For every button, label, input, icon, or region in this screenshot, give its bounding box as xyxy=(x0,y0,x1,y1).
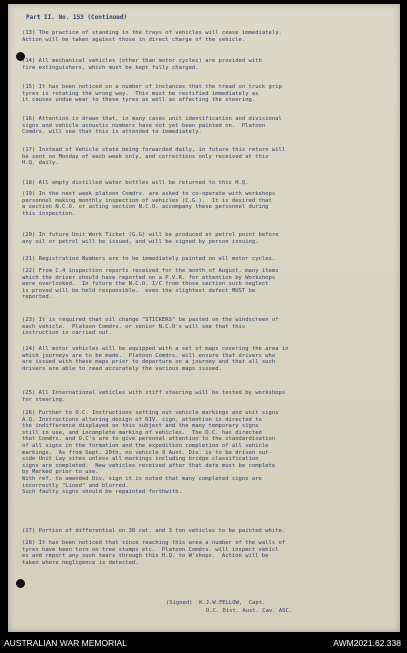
paragraph-text: All motor vehicles will be equipped with a set of maps covering the area in which journeys are to be made. Platoon Comdrs. will ensure that drivers who are issued with these maps prior to departure on a journey and that all such drivers are able to read accurately the various maps issued. xyxy=(22,346,289,372)
paragraph-text: Portion of differential on 30 cwt. and 3 ton vehicles to be painted white. xyxy=(38,528,286,534)
paragraph xyxy=(22,390,390,403)
paragraph-number: (17) xyxy=(22,147,36,153)
paragraph-number: (21) xyxy=(22,256,36,262)
paragraph xyxy=(22,540,390,566)
paragraph-number: (14) xyxy=(22,58,36,64)
paragraph xyxy=(22,116,390,136)
paragraph xyxy=(22,268,390,301)
paragraph xyxy=(22,30,390,43)
paragraph-number: (15) xyxy=(22,84,36,90)
paragraph xyxy=(22,410,390,496)
paragraph-number: (23) xyxy=(22,317,36,323)
archive-reference: AWM2021.62.338 xyxy=(333,638,401,648)
paragraph xyxy=(22,528,390,535)
paragraph xyxy=(22,232,390,245)
paragraph-text: All International vehicles with stiff steering will be tested by workshops for steering. xyxy=(22,390,286,403)
paragraph-number: (26) xyxy=(22,410,36,416)
paragraph-number: (25) xyxy=(22,390,36,396)
document-page xyxy=(8,4,400,632)
paragraph-number: (19) xyxy=(22,191,36,197)
paragraph xyxy=(22,180,390,187)
paragraph-text: In future Unit Work Ticket (G.G) will be produced at petrol point before any oil or petrol will be issued, and will be signed by person issuing. xyxy=(22,232,279,245)
paragraph-number: (16) xyxy=(22,116,36,122)
paragraph-number: (28) xyxy=(22,540,36,546)
signature-line-2: O.C. Dist. Aust. Cav. ASC. xyxy=(206,608,293,614)
paragraph-text: Attention is drawn that, in many cases unit identification and divisional signs and vehicle acoustic numbers have not yet been painted on. Platoon Comdrs. will see that this is attended to immediately. xyxy=(22,116,282,136)
paragraph-text: The practice of standing in the trays of vehicles will cease immediately. Action will be taken against those in direct charge of the vehicle. xyxy=(22,30,282,43)
paragraph-number: (22) xyxy=(22,268,36,274)
paragraph-text: It has been noticed on a number of instances that the tread on truck grip tyres is rotating the wrong way. This must be rectified immediately as it causes undue wear to these tyres as well as affecting the steering. xyxy=(22,84,282,104)
paragraph-text: Registration Numbers are to be immediately painted on all motor cycles. xyxy=(38,256,276,262)
paragraph-text: All mechanical vehicles (other than motor cycles) are provided with fire extinguishers, which must be kept fully charged. xyxy=(22,58,262,71)
archive-footer xyxy=(0,632,407,653)
paragraph xyxy=(22,317,390,337)
paragraph-number: (20) xyxy=(22,232,36,238)
paragraph-text: All empty distilled water bottles will be returned to this H.Q. xyxy=(38,180,249,186)
paragraph-number: (27) xyxy=(22,528,36,534)
paragraph-text: Further to O.C. Instructions setting out vehicle markings and unit signs A.Q. Instructions altering design of DIV. sign, attention is directed to the indifference displayed on this subject and the many temporary signs still in use, and incomplete marking of vehicles. The O.C. has directed that Comdrs. and O.C's are to give personal attention to the standardisation of all signs in the formation and the expedition completion of all vehicle markings. As from Sept. 20th, no vehicle 9 Aust. Div. is to be driven out- side Unit Lay sites unless all markings including bridge classification signs are completed. New vehicles received after that date must be complete by Marked prior to use. With ref. to amended Div. sign it is noted that many completed signs are incorrectly "Lined" and blurred. Such faulty signs should be repainted forthwith. xyxy=(22,410,279,496)
paragraph xyxy=(22,346,390,372)
paragraph xyxy=(22,84,390,104)
paragraph xyxy=(22,256,390,263)
signature-line-1: (Signed) K.J.W.FELLOW, Capt. xyxy=(166,600,266,606)
paragraph xyxy=(22,191,390,217)
paragraph-text: It has been noticed that since reaching this area a number of the walls of tyres have been torn on tree stumps etc. Platoon Comdrs. will inspect vehicl es and report any such tears through this H.Q. to W'shops. Action will be taken where negligence is detected. xyxy=(22,540,286,566)
paragraph-text: Instead of Vehicle state being forwarded daily, in future this return will be sent on Monday of each week only, and corrections only received at this H.Q. daily. xyxy=(22,147,286,167)
paragraph xyxy=(22,147,390,167)
paragraph-text: From C.4 inspection reports received for the month of August, many items which the driver should have reported on a P.V.R. for attention by Workshops were overlooked. In future the N.C.O. I/C from those section such neglect is proved will be held responsible. even the slightest defect MUST be reported. xyxy=(22,268,279,301)
archive-name: AUSTRALIAN WAR MEMORIAL xyxy=(4,638,127,648)
paragraph-number: (24) xyxy=(22,346,36,352)
paragraph-number: (18) xyxy=(22,180,36,186)
paragraph xyxy=(22,58,390,71)
paragraph-text: In the next week platoon Comdrs. are asked to co-operate with workshops personnel making monthly inspection of vehicles (C.G.). It is desired that a section N.C.O. or acting section N.C.O. accompany these personnel during this inspection. xyxy=(22,191,276,217)
document-header: Part II. No. 153 (Continued) xyxy=(26,14,128,21)
paragraph-text: It is required that oil change "STICKERS" be pasted on the windscreen of each vehicle. Platoon Comdrs. or senior N.C.O's will see that this instruction is carried out. xyxy=(22,317,279,337)
paragraph-number: (13) xyxy=(22,30,36,36)
punch-hole-bottom xyxy=(16,579,25,588)
